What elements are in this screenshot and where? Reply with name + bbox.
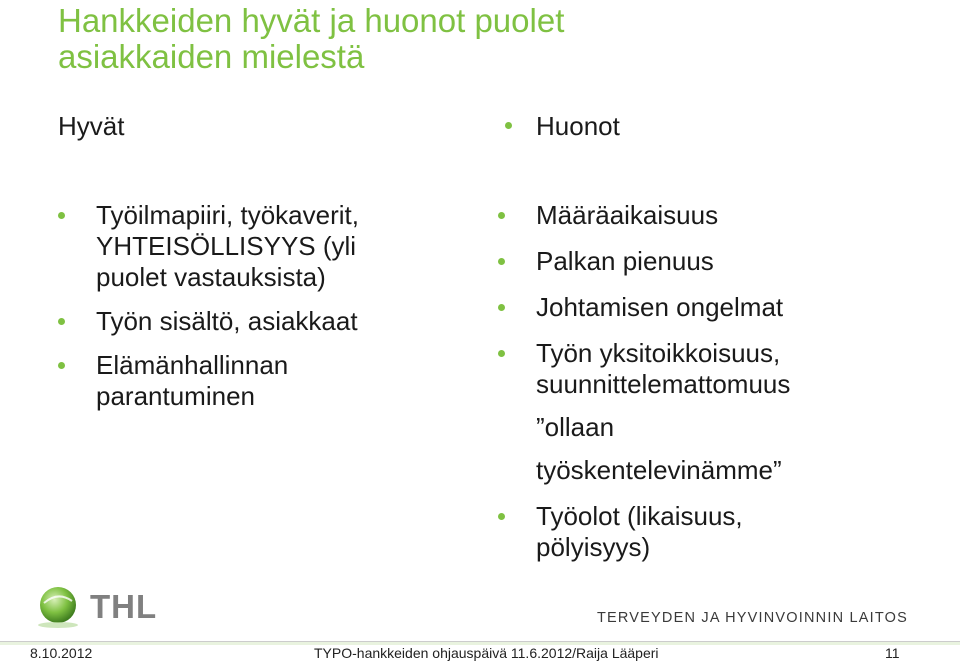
bullet-dot (58, 362, 65, 369)
list-item (498, 338, 938, 400)
item-line: Työn yksitoikkoisuus, (536, 338, 781, 368)
bad-list (498, 200, 938, 578)
title-line-1: Hankkeiden hyvät ja huonot puolet (58, 2, 565, 39)
list-item (498, 292, 938, 323)
item-line: YHTEISÖLLISYYS (yli (96, 231, 357, 261)
item-line: Elämänhallinnan (96, 350, 289, 380)
title-line-2: asiakkaiden mielestä (58, 38, 365, 75)
item-line: Työn sisältö, asiakkaat (96, 306, 358, 336)
item-line: ”ollaan (536, 412, 615, 442)
list-item (58, 350, 438, 412)
item-line: Johtamisen ongelmat (536, 292, 784, 322)
good-heading: Hyvät (58, 111, 125, 141)
item-line: pölyisyys) (536, 532, 651, 562)
organization-name: TERVEYDEN JA HYVINVOINNIN LAITOS (596, 610, 908, 626)
item-line: Määräaikaisuus (536, 200, 719, 230)
bullet-dot (58, 212, 65, 219)
item-line: Palkan pienuus (536, 246, 714, 276)
thl-logo-text: THL (90, 588, 158, 625)
item-line: parantuminen (96, 381, 255, 411)
bullet-dot (498, 258, 505, 265)
slide-title (58, 3, 918, 75)
list-item (58, 306, 438, 337)
list-item-continuation (498, 455, 938, 486)
footer-center-text: TYPO-hankkeiden ohjauspäivä 11.6.2012/Raija Lääperi (314, 645, 659, 661)
item-line: suunnittelemattomuus (536, 369, 791, 399)
list-item (498, 501, 938, 563)
list-item (498, 246, 938, 277)
list-item (498, 200, 938, 231)
footer-date: 8.10.2012 (30, 645, 93, 661)
bullet-dot (505, 122, 512, 129)
bullet-dot (498, 513, 505, 520)
list-item-continuation (498, 412, 938, 443)
list-item (58, 200, 438, 293)
bullet-dot (58, 318, 65, 325)
bullet-dot (498, 350, 505, 357)
item-line: työskentelevinämme” (536, 455, 782, 485)
bad-heading (536, 110, 620, 142)
item-line: Työolot (likaisuus, (536, 501, 743, 531)
bad-heading-text: Huonot (536, 111, 620, 141)
bullet-dot (498, 212, 505, 219)
item-line: Työilmapiiri, työkaverit, (96, 200, 359, 230)
good-list (58, 200, 438, 425)
item-line: puolet vastauksista) (96, 262, 326, 292)
page-number: 11 (885, 645, 900, 661)
bullet-dot (498, 304, 505, 311)
